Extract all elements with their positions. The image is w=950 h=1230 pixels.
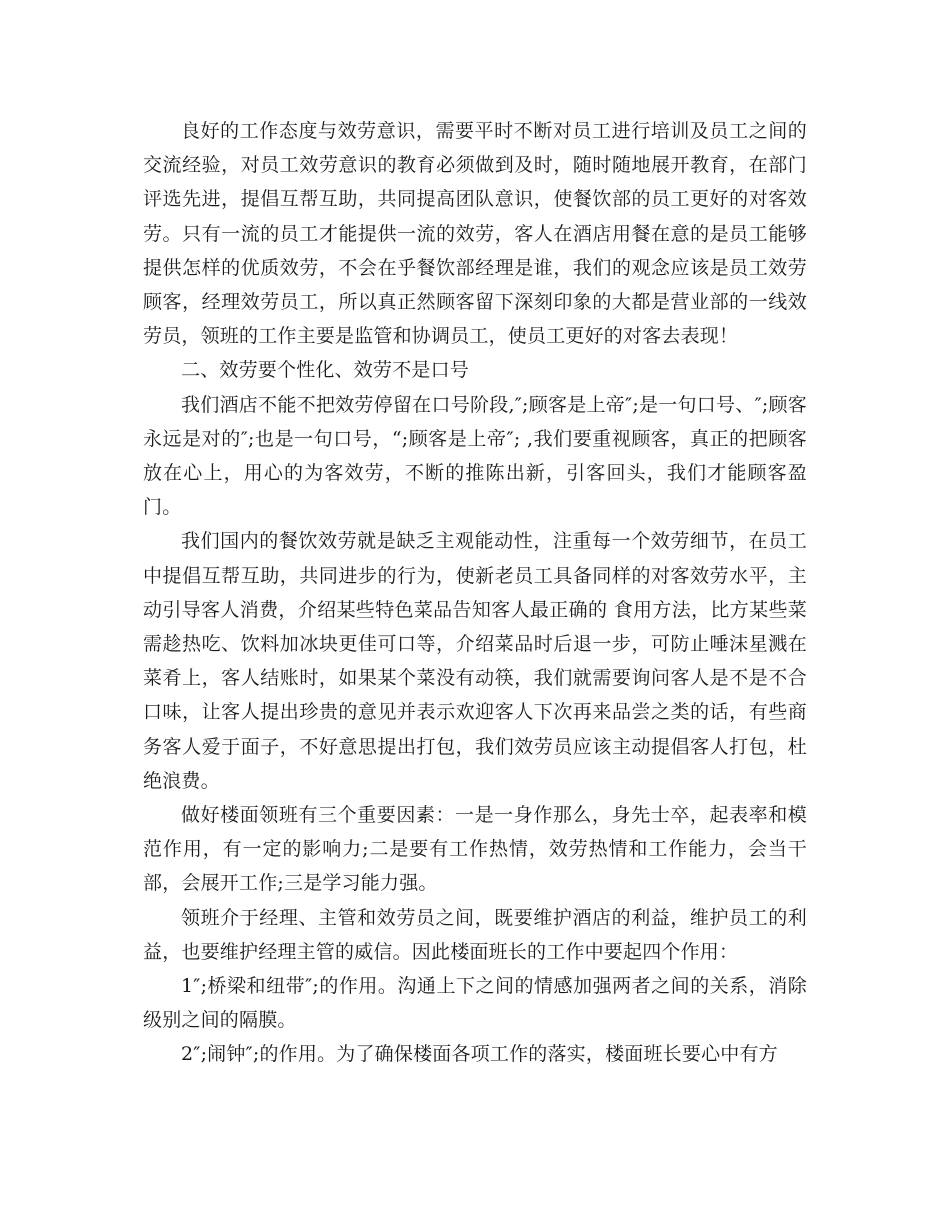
paragraph-service-attitude: 良好的工作态度与效劳意识，需要平时不断对员工进行培训及员工之间的交流经验，对员工效劳意识的教育必须做到及时，随时随地展开教育，在部门评选先进，提倡互帮互助，共同提高团队意识，使餐饮部的员工更好的对客效劳。只有一流的员工才能提供一流的效劳，客人在酒店用餐在意的是员工能够提供怎样的优质效劳，不会在乎餐饮部经理是谁，我们的观念应该是员工效劳顾客，经理效劳员工，所以真正然顾客留下深刻印象的大都是营业部的一线效劳员，领班的工作主要是监管和协调员工，使员工更好的对客去表现！ — [143, 120, 807, 348]
list-item-alarm: 2″;闹钟″;的作用。为了确保楼面各项工作的落实，楼面班长要心中有方 — [181, 1043, 778, 1066]
paragraph-three-factors: 做好楼面领班有三个重要因素：一是一身作那么，身先士卒，起表率和模范作用，有一定的影响力;二是要有工作热情，效劳热情和工作能力，会当干部，会展开工作;三是学习能力强。 — [143, 804, 807, 895]
document-body — [143, 114, 807, 1072]
list-item-bridge: 1″;桥梁和纽带″;的作用。沟通上下之间的情感加强两者之间的关系，消除级别之间的隔膜。 — [143, 975, 807, 1032]
paragraph-service-details: 我们国内的餐饮效劳就是缺乏主观能动性，注重每一个效劳细节，在员工中提倡互帮互助，共同进步的行为，使新老员工具备同样的对客效劳水平，主动引导客人消费，介绍某些特色菜品告知客人最正确的 食用方法，比方某些菜需趁热吃、饮料加冰块更佳可口等，介绍菜品时后退一步，可防止唾沫星溅在菜肴上，客人结账时，如果某个菜没有动筷，我们就需要询问客人是不是不合口味，让客人提出珍贵的意见并表示欢迎客人下次再来品尝之类的话，有些商务客人爱于面子，不好意思提出打包，我们效劳员应该主动提倡客人打包，杜绝浪费。 — [143, 530, 807, 792]
section-heading: 二、效劳要个性化、效劳不是口号 — [181, 359, 470, 382]
paragraph-slogan: 我们酒店不能不把效劳停留在口号阶段,″;顾客是上帝″;是一句口号、″;顾客永远是对的″;也是一句口号，“;顾客是上帝″; ,我们要重视顾客，真正的把顾客放在心上，用心的为客效劳，不断的推陈出新，引客回头，我们才能顾客盈门。 — [143, 393, 807, 519]
paragraph-supervisor-role: 领班介于经理、主管和效劳员之间，既要维护酒店的利益，维护员工的利益，也要维护经理主管的威信。因此楼面班长的工作中要起四个作用： — [143, 906, 807, 963]
